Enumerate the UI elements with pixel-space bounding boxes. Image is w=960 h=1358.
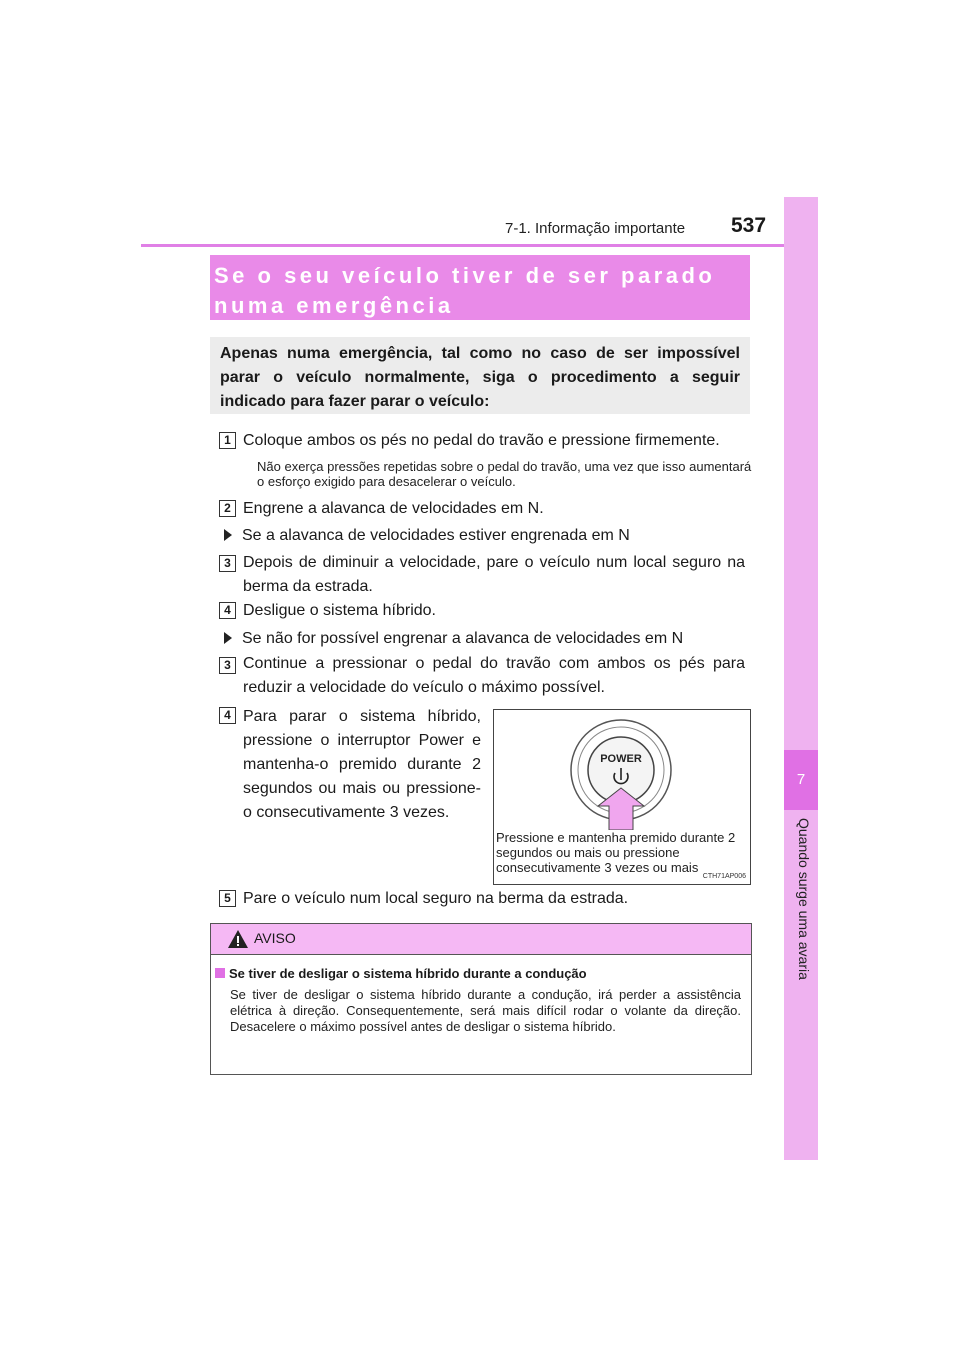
step-badge: 5 [219,890,236,907]
step-badge: 2 [219,500,236,517]
chapter-side-tab [784,197,818,1160]
warning-title [215,966,587,981]
section-heading: Se o seu veículo tiver de ser parado numa emergência [214,263,716,318]
power-button-illustration [494,710,750,830]
intro-box [210,337,750,414]
section-heading-box [210,255,750,320]
arrow-icon [224,632,232,644]
figure-code: CTH71AP006 [702,873,746,880]
step-badge: 4 [219,602,236,619]
power-button-label: POWER [600,753,642,765]
arrow-icon [224,529,232,541]
section-title: 7-1. Informação importante [505,220,686,237]
step-text: Desligue o sistema híbrido. [243,602,436,619]
condition-line [224,524,630,548]
step-text: Continue a pressionar o pedal do travão com ambos os pés para reduzir a velocidade do veículo o máximo possível. [243,655,745,696]
condition-text: Se a alavanca de velocidades estiver engrenada em N [242,527,630,544]
header-divider [141,244,818,247]
step-badge: 3 [219,555,236,572]
warning-body: Se tiver de desligar o sistema híbrido durante a condução, irá perder a assistência elétrica à direção. Consequentemente, será mais difícil rodar o volante da direção. Desacelere o máximo possível antes de desligar o sistema híbrido. [230,987,741,1034]
warning-title-text: Se tiver de desligar o sistema híbrido durante a condução [229,966,587,981]
step-text: Pare o veículo num local seguro na berma da estrada. [243,890,629,907]
figure-caption: Pressione e mantenha premido durante 2 segundos ou mais ou pressione consecutivamente 3 vezes ou mais [496,830,736,875]
step-text: Coloque ambos os pés no pedal do travão e pressione firmemente. [243,432,720,449]
page-number: 537 [731,214,767,237]
step-text: Engrene a alavanca de velocidades em N. [243,500,544,517]
intro-text: Apenas numa emergência, tal como no caso de ser impossível parar o veículo normalmente, siga o procedimento a seguir indicado para fazer parar o veículo: [220,345,740,410]
step-text: Para parar o sistema híbrido, pressione o interruptor Power e mantenha-o premido durante 2 segundos ou mais ou pressione-o consecutivamente 3 vezes. [243,708,481,821]
condition-line [224,627,683,651]
chapter-title-vertical: Quando surge uma avaria [796,818,812,980]
step-badge: 4 [219,707,236,724]
warning-box [210,923,752,1075]
power-switch-figure [493,709,751,885]
step-badge: 3 [219,657,236,674]
bullet-square-icon [215,968,225,978]
condition-text: Se não for possível engrenar a alavanca de velocidades em N [242,630,684,647]
step-note: Não exerça pressões repetidas sobre o pedal do travão, uma vez que isso aumentará o esforço exigido para desacelerar o veículo. [257,459,752,489]
warning-header [211,924,751,955]
chapter-number-tab: 7 [784,750,818,810]
warning-triangle-icon [227,929,249,949]
step-badge: 1 [219,432,236,449]
step-text: Depois de diminuir a velocidade, pare o veículo num local seguro na berma da estrada. [243,554,745,595]
warning-label: AVISO [254,930,296,946]
